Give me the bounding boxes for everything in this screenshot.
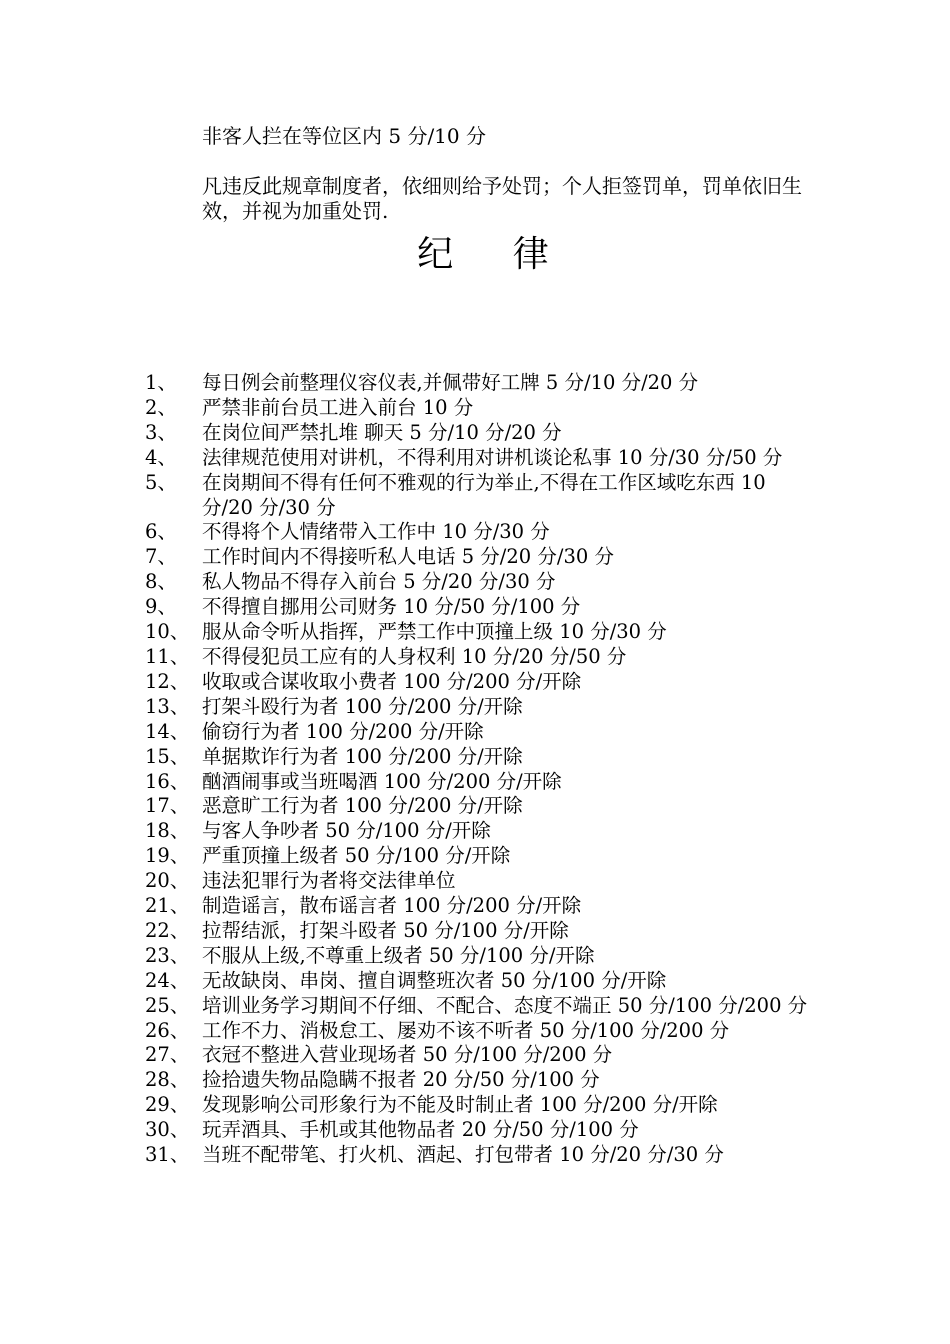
rule-text: 与客人争吵者 50 分/100 分/开除 <box>202 819 491 843</box>
rule-number: 24、 <box>145 968 190 992</box>
rule-item <box>0 695 950 720</box>
rule-number: 9、 <box>145 595 177 619</box>
section-title: 纪 律 <box>417 234 573 275</box>
rule-item <box>0 396 950 421</box>
discipline-rules-list <box>0 371 950 1168</box>
rule-text: 无故缺岗、串岗、擅自调整班次者 50 分/100 分/开除 <box>202 968 667 992</box>
rule-number: 20、 <box>145 869 190 893</box>
rule-item <box>0 545 950 570</box>
rule-item <box>0 770 950 795</box>
rule-number: 27、 <box>145 1043 190 1067</box>
rule-text: 在岗期间不得有任何不雅观的行为举止,不得在工作区域吃东西 10 分/20 分/30 分 <box>202 470 766 519</box>
rule-item <box>0 944 950 969</box>
rule-text: 不得擅自挪用公司财务 10 分/50 分/100 分 <box>202 595 581 619</box>
rule-item <box>0 869 950 894</box>
rule-text: 拉帮结派，打架斗殴者 50 分/100 分/开除 <box>202 918 569 942</box>
rule-text: 捡拾遗失物品隐瞒不报者 20 分/50 分/100 分 <box>202 1068 600 1092</box>
rule-text: 违法犯罪行为者将交法律单位 <box>202 869 456 893</box>
rule-item <box>0 994 950 1019</box>
rule-number: 11、 <box>145 644 190 668</box>
rule-text: 发现影响公司形象行为不能及时制止者 100 分/200 分/开除 <box>202 1093 718 1117</box>
rule-number: 7、 <box>145 545 177 569</box>
rule-text: 严重顶撞上级者 50 分/100 分/开除 <box>202 844 511 868</box>
rule-item <box>0 794 950 819</box>
rule-text: 当班不配带笔、打火机、酒起、打包带者 10 分/20 分/30 分 <box>202 1143 724 1167</box>
rule-number: 14、 <box>145 719 190 743</box>
rule-number: 15、 <box>145 744 190 768</box>
rule-number: 8、 <box>145 570 177 594</box>
rule-number: 23、 <box>145 943 190 967</box>
rule-item <box>0 1093 950 1118</box>
rule-item <box>0 819 950 844</box>
rule-item <box>0 720 950 745</box>
rule-item <box>0 1043 950 1068</box>
rule-number: 10、 <box>145 620 190 644</box>
rule-number: 29、 <box>145 1093 190 1117</box>
rule-item <box>0 421 950 446</box>
rule-item <box>0 520 950 545</box>
rule-text: 酗酒闹事或当班喝酒 100 分/200 分/开除 <box>202 769 562 793</box>
rule-text: 打架斗殴行为者 100 分/200 分/开除 <box>202 694 523 718</box>
rule-number: 3、 <box>145 420 177 444</box>
rule-item <box>0 620 950 645</box>
rule-item <box>0 919 950 944</box>
rule-item <box>0 1068 950 1093</box>
rule-text: 培训业务学习期间不仔细、不配合、态度不端正 50 分/100 分/200 分 <box>202 993 808 1017</box>
rule-text: 在岗位间严禁扎堆 聊天 5 分/10 分/20 分 <box>202 420 562 444</box>
rule-number: 5、 <box>145 470 177 494</box>
rule-text: 严禁非前台员工进入前台 10 分 <box>202 395 474 419</box>
rule-number: 1、 <box>145 371 177 394</box>
rule-item <box>0 371 950 396</box>
rule-item <box>0 1143 950 1168</box>
rule-number: 28、 <box>145 1068 190 1092</box>
rule-number: 16、 <box>145 769 190 793</box>
rule-number: 6、 <box>145 520 177 544</box>
rule-item <box>0 670 950 695</box>
rule-number: 18、 <box>145 819 190 843</box>
rule-text: 不得侵犯员工应有的人身权利 10 分/20 分/50 分 <box>202 644 627 668</box>
rule-item <box>0 446 950 471</box>
rule-text: 制造谣言，散布谣言者 100 分/200 分/开除 <box>202 894 582 918</box>
rule-item <box>0 745 950 770</box>
intro-line-waiting-area: 非客人拦在等位区内 5 分/10 分 <box>202 124 486 148</box>
rule-item <box>0 844 950 869</box>
rule-number: 26、 <box>145 1018 190 1042</box>
rule-text: 私人物品不得存入前台 5 分/20 分/30 分 <box>202 570 556 594</box>
rule-number: 2、 <box>145 395 177 419</box>
rule-item <box>0 1118 950 1143</box>
rule-number: 12、 <box>145 669 190 693</box>
rule-number: 4、 <box>145 445 177 469</box>
rule-item <box>0 595 950 620</box>
rule-text: 不得将个人情绪带入工作中 10 分/30 分 <box>202 520 550 544</box>
intro-penalty-notice: 凡违反此规章制度者，依细则给予处罚；个人拒签罚单，罚单依旧生效，并视为加重处罚. <box>202 174 802 223</box>
rule-number: 25、 <box>145 993 190 1017</box>
rule-text: 玩弄酒具、手机或其他物品者 20 分/50 分/100 分 <box>202 1118 639 1142</box>
rule-text: 恶意旷工行为者 100 分/200 分/开除 <box>202 794 523 818</box>
rule-item <box>0 894 950 919</box>
rule-item <box>0 969 950 994</box>
rule-text: 工作不力、消极怠工、屡劝不该不听者 50 分/100 分/200 分 <box>202 1018 730 1042</box>
rule-item <box>0 471 950 521</box>
rule-text: 单据欺诈行为者 100 分/200 分/开除 <box>202 744 523 768</box>
rule-text: 每日例会前整理仪容仪表,并佩带好工牌 5 分/10 分/20 分 <box>202 371 699 394</box>
rule-text: 不服从上级,不尊重上级者 50 分/100 分/开除 <box>202 943 595 967</box>
rule-text: 工作时间内不得接听私人电话 5 分/20 分/30 分 <box>202 545 614 569</box>
rule-number: 19、 <box>145 844 190 868</box>
rule-text: 偷窃行为者 100 分/200 分/开除 <box>202 719 484 743</box>
rule-number: 21、 <box>145 894 190 918</box>
rule-number: 30、 <box>145 1118 190 1142</box>
rule-text: 法律规范使用对讲机，不得利用对讲机谈论私事 10 分/30 分/50 分 <box>202 445 783 469</box>
rule-item <box>0 1019 950 1044</box>
rule-number: 31、 <box>145 1143 190 1167</box>
rule-item <box>0 645 950 670</box>
rule-number: 17、 <box>145 794 190 818</box>
rule-number: 13、 <box>145 694 190 718</box>
rule-text: 衣冠不整进入营业现场者 50 分/100 分/200 分 <box>202 1043 613 1067</box>
rule-number: 22、 <box>145 918 190 942</box>
rule-item <box>0 570 950 595</box>
rule-text: 服从命令听从指挥，严禁工作中顶撞上级 10 分/30 分 <box>202 620 667 644</box>
rule-text: 收取或合谋收取小费者 100 分/200 分/开除 <box>202 669 582 693</box>
